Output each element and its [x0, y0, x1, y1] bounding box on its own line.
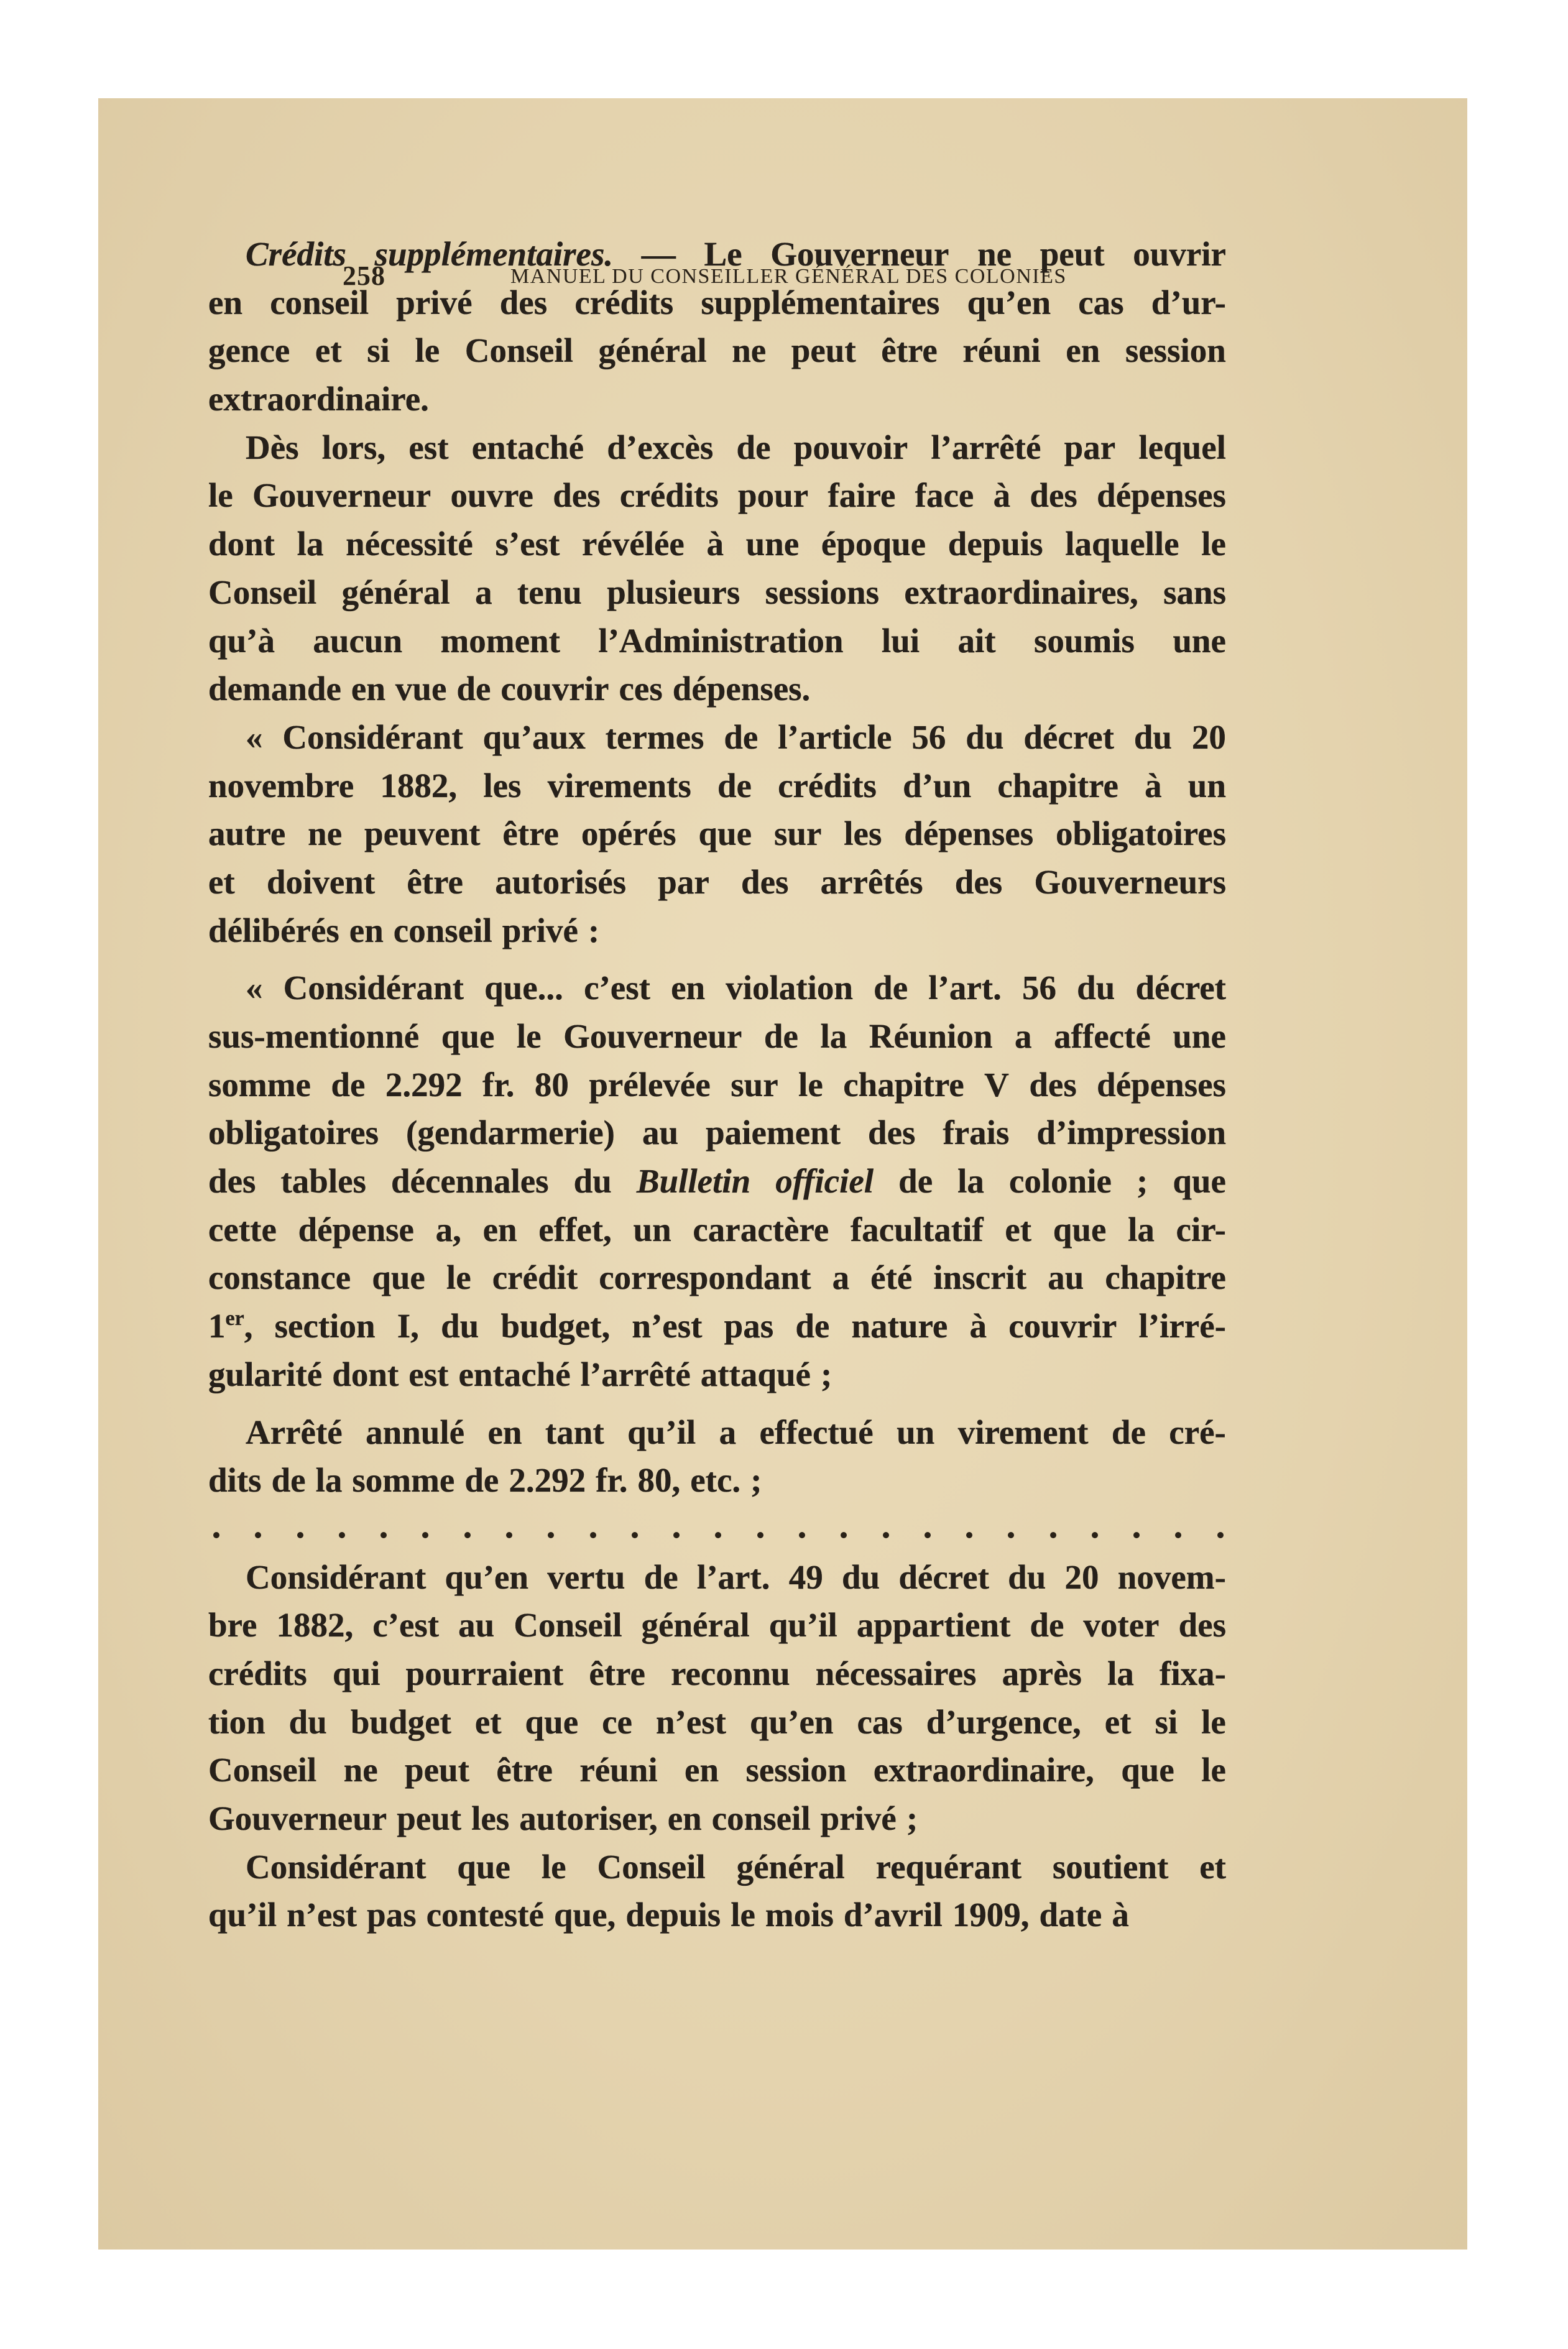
text-line: gularité dont est entaché l’arrêté attaqué ; [208, 1355, 832, 1393]
dot [590, 1532, 596, 1538]
text-line: somme de 2.292 fr. 80 prélevée sur le chapitre V des dépenses [208, 1065, 1226, 1104]
body-text [208, 230, 1226, 1939]
dot [213, 1532, 219, 1538]
dot [1092, 1532, 1098, 1538]
dot [297, 1532, 303, 1538]
running-title: MANUEL DU CONSEILLER GÉNÉRAL DES COLONIES [510, 265, 1067, 288]
paragraph [208, 1553, 1226, 1843]
dot [506, 1532, 512, 1538]
text-line: des tables décennales du Bulletin officiel de la colonie ; que [208, 1162, 1226, 1201]
text-line: le Gouverneur ouvre des crédits pour faire face à des dépenses [208, 476, 1226, 515]
text-line: dont la nécessité s’est révélée à une époque depuis laquelle le [208, 525, 1226, 563]
text-line: extraordinaire. [208, 380, 429, 418]
dot [1133, 1532, 1140, 1538]
text-line: constance que le crédit correspondant a été inscrit au chapitre [208, 1258, 1226, 1297]
paragraph [208, 713, 1226, 954]
text-line: Considérant que le Conseil général requérant soutient et [246, 1847, 1226, 1886]
text-line: crédits qui pourraient être reconnu nécessaires après la fixa- [208, 1654, 1226, 1692]
dot [422, 1532, 428, 1538]
text-line: obligatoires (gendarmerie) au paiement des frais d’impression [208, 1114, 1226, 1152]
text-line: « Considérant que... c’est en violation de l’art. 56 du décret [246, 969, 1226, 1007]
text-line: 1er, section I, du budget, n’est pas de nature à couvrir l’irré- [208, 1307, 1226, 1345]
paragraph [208, 1843, 1226, 1939]
dot [715, 1532, 721, 1538]
dot [883, 1532, 889, 1538]
dot [966, 1532, 972, 1538]
text-line: Dès lors, est entaché d’excès de pouvoir l’arrêté par lequel [246, 428, 1226, 466]
text-line: Considérant qu’en vertu de l’art. 49 du décret du 20 novem- [246, 1558, 1226, 1596]
dot [255, 1532, 261, 1538]
dot [339, 1532, 345, 1538]
text-line: et doivent être autorisés par des arrêtés des Gouverneurs [208, 862, 1226, 901]
text-line: Crédits supplémentaires. — Le Gouverneur ne peut ouvrir [246, 235, 1226, 273]
text-line: qu’il n’est pas contesté que, depuis le mois d’avril 1909, date à [208, 1896, 1129, 1934]
text-line: novembre 1882, les virements de crédits d’un chapitre à un [208, 766, 1226, 805]
dot [925, 1532, 931, 1538]
dot [1008, 1532, 1014, 1538]
text-line: sus-mentionné que le Gouverneur de la Réunion a affecté une [208, 1017, 1226, 1055]
text-line: « Considérant qu’aux termes de l’article 56 du décret du 20 [246, 718, 1226, 756]
ellipsis-divider [208, 1505, 1226, 1553]
text-line: Arrêté annulé en tant qu’il a effectué un virement de cré- [246, 1413, 1226, 1451]
dot [1175, 1532, 1181, 1538]
text-line: dits de la somme de 2.292 fr. 80, etc. ; [208, 1461, 762, 1500]
text-line: Conseil ne peut être réuni en session extraordinaire, que le [208, 1751, 1226, 1789]
dot [464, 1532, 471, 1538]
text-line: demande en vue de couvrir ces dépenses. [208, 670, 811, 708]
text-line: cette dépense a, en effet, un caractère facultatif et que la cir- [208, 1210, 1226, 1248]
page-number: 258 [343, 261, 385, 291]
dot [757, 1532, 763, 1538]
text-line: Conseil général a tenu plusieurs sessions extraordinaires, sans [208, 573, 1226, 611]
text-line: Gouverneur peut les autoriser, en conseil privé ; [208, 1799, 918, 1837]
paragraph [208, 230, 1226, 423]
text-line: en conseil privé des crédits supplémentaires qu’en cas d’ur- [208, 283, 1226, 321]
dot [841, 1532, 847, 1538]
dot [1217, 1532, 1224, 1538]
dot [673, 1532, 680, 1538]
paragraph [208, 964, 1226, 1398]
text-line: qu’à aucun moment l’Administration lui ait soumis une [208, 621, 1226, 660]
text-line: gence et si le Conseil général ne peut être réuni en session [208, 331, 1226, 370]
text-line: autre ne peuvent être opérés que sur les dépenses obligatoires [208, 815, 1226, 853]
paragraph [208, 1408, 1226, 1505]
text-line: tion du budget et que ce n’est qu’en cas d’urgence, et si le [208, 1702, 1226, 1741]
dot [380, 1532, 387, 1538]
dot [1050, 1532, 1056, 1538]
text-line: bre 1882, c’est au Conseil général qu’il appartient de voter des [208, 1606, 1226, 1645]
dot [548, 1532, 554, 1538]
dot [799, 1532, 805, 1538]
text-line: délibérés en conseil privé : [208, 911, 600, 949]
paragraph [208, 423, 1226, 713]
dot [632, 1532, 638, 1538]
